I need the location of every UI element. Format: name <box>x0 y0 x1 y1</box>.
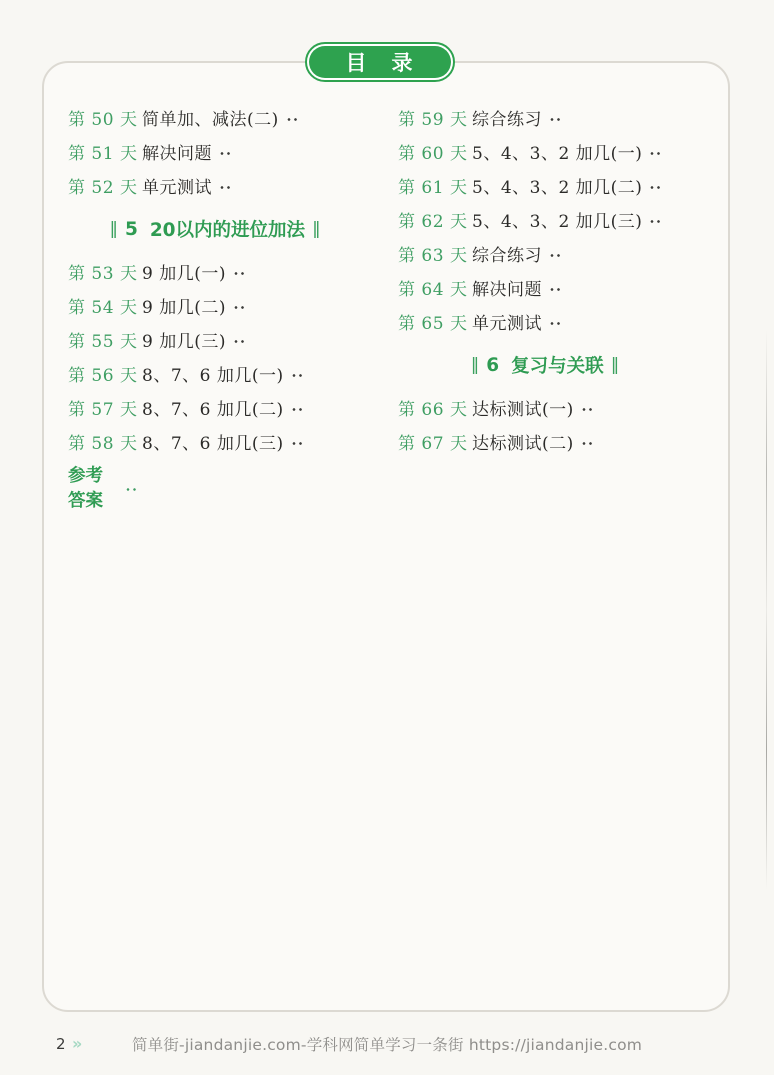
toc-entry-title: 8、7、6 加几(一) <box>142 365 284 386</box>
toc-entry-title: 解决问题 <box>142 143 212 164</box>
double-chevron-icon: » <box>72 1034 83 1053</box>
toc-entry-title: 简单加、减法(二) <box>142 109 279 130</box>
toc-entry-day-label: 第 61 天 <box>398 177 468 198</box>
toc-entry-title: 5、4、3、2 加几(一) <box>472 143 643 164</box>
toc-entry-title: 8、7、6 加几(二) <box>142 399 284 420</box>
page-footer <box>0 1033 774 1057</box>
toc-entry-title: 解决问题 <box>472 279 542 300</box>
section-bar-left: ‖ <box>109 219 118 239</box>
toc-entry-title: 达标测试(一) <box>472 399 574 420</box>
answers-row <box>68 466 692 511</box>
toc-entry-title: 综合练习 <box>472 109 542 130</box>
toc-entry-day-label: 第 66 天 <box>398 399 468 420</box>
page-title: 目 录 <box>309 46 451 78</box>
toc-entry-day-label: 第 60 天 <box>398 143 468 164</box>
toc-entry-day-label: 第 64 天 <box>398 279 468 300</box>
toc-entry-day-label: 第 56 天 <box>68 365 138 386</box>
section-bar-right: ‖ <box>610 355 620 375</box>
toc-entry-title: 综合练习 <box>472 245 542 266</box>
toc-entry-day-label: 第 52 天 <box>68 177 138 198</box>
toc-entry-day-label: 第 54 天 <box>68 297 138 318</box>
toc-entry-day-label: 第 55 天 <box>68 331 138 352</box>
answers-page-number <box>141 0 692 1025</box>
toc-entry-day-label: 第 62 天 <box>398 211 468 232</box>
answers-title: 参考答案 <box>68 466 103 511</box>
toc-entry-title: 5、4、3、2 加几(三) <box>472 211 643 232</box>
folio-page-number: 2 <box>56 1035 66 1053</box>
dotted-leader <box>126 487 136 492</box>
toc-entry-title: 9 加几(二) <box>142 297 226 318</box>
section-bar-left: ‖ <box>470 355 480 375</box>
section-bar-right: ‖ <box>312 219 321 239</box>
toc-entry-day-label: 第 65 天 <box>398 313 468 334</box>
toc-entry-title: 9 加几(三) <box>142 331 226 352</box>
toc-entry-day-label: 第 67 天 <box>398 433 468 454</box>
section-number: 6 <box>486 354 500 376</box>
footer-site-text: 简单街-jiandanjie.com-学科网简单学习一条街 https://jiandanjie.com <box>131 1036 643 1054</box>
toc-entry-day-label: 第 50 天 <box>68 109 138 130</box>
toc-entry-day-label: 第 53 天 <box>68 263 138 284</box>
toc-entry-day-label: 第 58 天 <box>68 433 138 454</box>
toc-entry-title: 单元测试 <box>472 313 542 334</box>
section-title: 20以内的进位加法 <box>149 220 306 241</box>
section-number: 5 <box>124 218 138 240</box>
toc-entry-title: 5、4、3、2 加几(二) <box>472 177 643 198</box>
section-title: 复习与关联 <box>511 356 604 377</box>
toc-entry-title: 达标测试(二) <box>472 433 574 454</box>
toc-header-pill <box>305 42 455 82</box>
toc-entry-day-label: 第 59 天 <box>398 109 468 130</box>
toc-entry-day-label: 第 63 天 <box>398 245 468 266</box>
toc-entry-day-label: 第 51 天 <box>68 143 138 164</box>
toc-entry-day-label: 第 57 天 <box>68 399 138 420</box>
toc-entry-title: 9 加几(一) <box>142 263 226 284</box>
toc-entry-title: 8、7、6 加几(三) <box>142 433 284 454</box>
toc-entry-title: 单元测试 <box>142 177 212 198</box>
